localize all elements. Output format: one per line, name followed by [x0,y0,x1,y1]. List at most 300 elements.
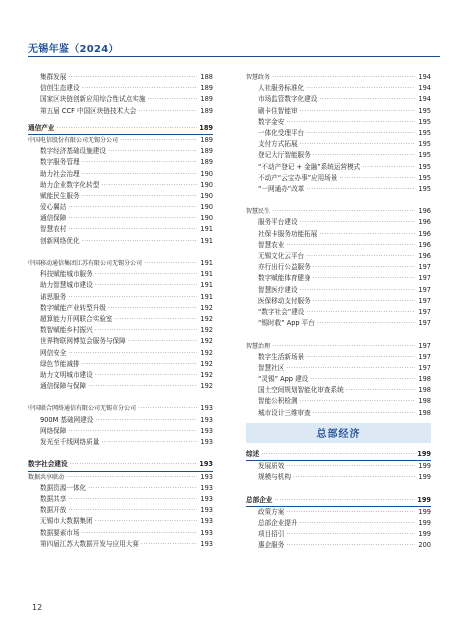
toc-entry [28,169,213,180]
toc-entry [246,472,431,483]
toc-entry [28,157,213,168]
toc-entry [28,72,213,83]
toc-entry [28,459,213,470]
dot-leader [66,472,197,483]
toc-entry-page: 195 [418,117,431,126]
toc-column-left [28,72,213,550]
section-banner: 总部经济 [246,423,431,443]
toc-entry-page: 193 [200,517,213,526]
toc-entry-title: 总部企业提升 [258,518,298,527]
toc-entry-title: 数字赋能产业转型升级 [40,303,106,312]
toc-entry [246,106,431,117]
dot-leader [261,449,415,460]
toc-entry [28,437,213,448]
dot-leader [148,94,198,105]
toc-entry [28,494,213,505]
dot-leader [362,162,415,173]
toc-entry [28,336,213,347]
toc-entry [28,370,213,381]
dot-leader [82,359,197,370]
dot-leader [286,363,415,374]
toc-group [246,352,431,419]
toc-entry [28,325,213,336]
toc-entry [246,374,431,385]
toc-entry-page: 192 [200,303,213,312]
toc-entry-title: 总部企业 [246,495,273,504]
toc-entry-page: 193 [200,415,213,424]
toc-entry [246,229,431,240]
toc-entry [28,359,213,370]
dot-leader [300,518,415,529]
toc-entry-page: 197 [418,263,431,272]
toc-entry-page: 198 [418,408,431,417]
toc-entry-title: 世界物联网博览会服务与保障 [40,337,126,346]
toc-entry-page: 193 [200,494,213,503]
toc-entry-title: 医保移动支付服务 [258,296,311,305]
toc-entry-page: 197 [418,352,431,361]
toc-entry-page: 193 [200,404,213,413]
toc-group [28,415,213,449]
toc-entry-title: 助力智慧城市建设 [40,281,93,290]
toc-entry [246,307,431,318]
dot-leader [82,236,197,247]
header-rule [28,56,440,57]
dot-leader [306,251,415,262]
toc-entry-page: 193 [200,472,213,481]
toc-entry-page: 191 [200,259,213,267]
toc-entry-title: 爱心翼站 [40,203,67,212]
dot-leader [138,403,197,414]
toc-entry-page: 199 [418,462,431,470]
toc-entry-title: 科技赋能城市服务 [40,270,93,279]
toc-entry-page: 196 [418,229,431,238]
dot-leader [319,229,415,240]
toc-entry-title: 网络保障 [40,426,67,435]
toc-entry [246,318,431,329]
toc-entry-page: 192 [200,359,213,368]
dot-leader [319,94,415,105]
toc-entry-title: 惠企服务 [258,541,285,550]
toc-column-right [246,72,431,552]
toc-entry [246,251,431,262]
toc-entry-title: 无锡文化云平台 [258,252,305,260]
dot-leader [272,72,415,83]
dot-leader [95,415,197,426]
toc-entry-title: “不动产登记 + 金融”系统运营模式 [258,162,361,171]
toc-entry-title: 网信安全 [40,348,67,357]
toc-entry-page: 195 [418,151,431,160]
toc-entry-title: “数字社会”建设 [258,307,305,316]
toc-entry [246,206,431,217]
dot-leader [128,336,197,347]
toc-entry-page: 188 [200,73,213,81]
toc-entry [246,217,431,228]
toc-entry-page: 199 [418,530,431,539]
dot-leader [144,258,197,269]
toc-entry [28,224,213,235]
toc-entry-page: 193 [200,528,213,537]
toc-entry-title: 助力文明城市建设 [40,370,93,379]
toc-entry-title: 智能公积检测 [258,397,298,406]
toc-entry-page: 199 [418,507,431,516]
toc-entry [246,529,431,540]
toc-entry-page: 190 [200,203,213,212]
toc-entry-page: 194 [418,73,431,81]
toc-entry-page: 195 [418,106,431,115]
dot-leader [108,146,197,157]
toc-entry-page: 199 [417,449,431,458]
dot-leader [339,173,415,184]
dot-leader [346,385,415,396]
toc-entry-page: 196 [418,218,431,227]
toc-entry-page: 196 [418,252,431,260]
toc-entry-title: 助力社会治理 [40,169,80,178]
dot-leader [95,280,197,291]
dot-leader [68,292,197,303]
dot-leader [95,370,197,381]
toc-entry-title: 数智赋能乡村振兴 [40,326,93,335]
toc-entry [28,528,213,539]
toc-entry [246,184,431,195]
toc-entry [246,128,431,139]
toc-entry-page: 193 [200,438,213,446]
toc-entry-page: 191 [200,292,213,301]
dot-leader [108,303,197,314]
toc-entry-title: 国家区块链创新应用综合性试点实施 [40,95,146,104]
dot-leader [95,516,197,527]
toc-entry [246,72,431,83]
toc-entry [246,363,431,374]
dot-leader [286,540,415,551]
toc-entry [28,94,213,105]
dot-leader [286,529,415,540]
toc-entry-title: 项目招引 [258,530,285,539]
toc-group [246,507,431,552]
toc-entry [246,352,431,363]
toc-entry [28,303,213,314]
toc-entry [28,236,213,247]
dot-leader [313,273,415,284]
toc-entry-title: 绿色节能减排 [40,359,80,368]
toc-entry [246,495,431,506]
toc-entry [246,240,431,251]
toc-entry-page: 192 [200,314,213,323]
toc-entry [246,408,431,419]
toc-entry-page: 190 [200,180,213,189]
toc-entry-title: “锡时救” App 平台 [258,319,315,328]
toc-entry-title: 数字服务管理 [40,158,80,167]
toc-entry [28,505,213,516]
toc-entry-page: 199 [418,518,431,527]
toc-entry-page: 196 [418,207,431,216]
toc-entry-title: 助力企业数字化转型 [40,180,100,189]
toc-entry [246,150,431,161]
dot-leader [68,348,197,359]
toc-entry-page: 189 [200,135,213,144]
toc-group [28,472,213,483]
toc-entry [246,173,431,184]
toc-entry [28,180,213,191]
toc-entry-title: 集群发展 [40,73,67,81]
dot-leader [300,139,415,150]
toc-entry [28,280,213,291]
dot-leader [306,128,415,139]
toc-entry-page: 192 [200,382,213,391]
toc-entry [28,539,213,550]
toc-group [28,269,213,392]
dot-leader [120,135,197,146]
toc-entry-title: 数据资源一体化 [40,483,87,492]
dot-leader [306,83,415,94]
toc-entry-title: 数字金安 [258,117,285,126]
toc-entry-title: 规模与机构 [258,473,291,482]
toc-entry-page: 191 [200,270,213,279]
toc-entry-title: 中国电信股份有限公司无锡分公司 [28,136,119,144]
toc-entry-title: 中国移动通信集团江苏有限公司无锡分公司 [28,260,143,267]
toc-entry-page: 197 [418,363,431,372]
dot-leader [313,150,415,161]
toc-entry-title: 发展质效 [258,462,285,470]
toc-entry-title: 通信产业 [28,123,55,132]
dot-leader [313,262,415,273]
toc-entry-page: 197 [418,285,431,294]
toc-group [246,83,431,195]
toc-entry [28,202,213,213]
toc-group [28,146,213,247]
dot-leader [68,72,197,83]
toc-entry-page: 192 [200,370,213,379]
toc-entry [246,94,431,105]
toc-group [28,403,213,414]
toc-entry-title: 社保卡服务功能拓展 [258,229,318,238]
toc-entry-title: 发光至千线网络质量 [40,438,100,446]
toc-entry [246,285,431,296]
dot-leader [88,483,197,494]
toc-entry-title: 通信保障 [40,214,67,223]
toc-entry-page: 190 [200,214,213,223]
toc-entry-page: 189 [200,84,213,93]
toc-entry [28,292,213,303]
toc-entry [246,540,431,551]
toc-entry [246,262,431,273]
toc-entry-title: 信创生态建设 [40,84,80,93]
toc-entry-title: 智慧农村 [40,225,67,234]
toc-entry-title: “灵锡” App 建设 [258,375,309,384]
toc-entry [246,396,431,407]
dot-leader [70,459,197,470]
toc-entry-page: 191 [200,281,213,290]
toc-entry [246,162,431,173]
toc-entry-page: 190 [200,191,213,200]
dot-leader [310,374,415,385]
toc-entry [28,106,213,117]
dot-leader [82,157,197,168]
toc-entry-title: 亦行出行公益服务 [258,263,311,272]
toc-entry-page: 192 [200,326,213,335]
dot-leader [115,314,197,325]
toc-entry-page: 195 [418,162,431,171]
toc-entry-title: 第五届 CCF 中国区块链技术大会 [40,106,137,115]
page-number: 12 [32,603,43,612]
dot-leader [293,472,415,483]
dot-leader [82,528,197,539]
toc-entry [28,213,213,224]
toc-entry-page: 193 [200,506,213,515]
toc-entry-title: 城市设计三维审查 [258,408,311,417]
toc-group [28,258,213,269]
toc-entry-page: 192 [200,337,213,346]
toc-entry [28,426,213,437]
dot-leader [141,539,197,550]
toc-entry-title: 智慧农业 [258,240,285,249]
dot-leader [286,117,415,128]
toc-entry [246,507,431,518]
toc-entry [246,139,431,150]
toc-entry [28,258,213,269]
toc-entry-page: 194 [418,95,431,104]
toc-entry-title: 数据共享联动 [28,473,65,481]
dot-leader [68,224,197,235]
dot-leader [82,191,197,202]
toc-entry-title: 通信保障与保障 [40,382,87,391]
toc-entry [246,461,431,472]
toc-group [28,135,213,146]
toc-entry-title: 创新网络优化 [40,236,80,245]
toc-entry [246,385,431,396]
toc-entry-title: 诺思服务 [40,292,67,301]
dot-leader [300,396,415,407]
dot-leader [272,206,415,217]
toc-entry-title: 刷卡住智能审 [258,106,298,115]
dot-leader [56,123,197,134]
toc-entry [28,146,213,157]
toc-entry-title: 智慧治理 [246,342,271,350]
toc-entry-page: 200 [418,541,431,550]
toc-entry-page: 195 [418,173,431,182]
toc-entry [28,191,213,202]
toc-entry-page: 198 [418,386,431,395]
toc-entry-page: 198 [418,397,431,406]
toc-entry-page: 195 [418,140,431,149]
toc-entry-title: 数据要素市场 [40,528,80,537]
dot-leader [68,426,197,437]
toc-group [28,483,213,550]
dot-leader [82,83,197,94]
toc-entry-page: 189 [200,158,213,167]
toc-entry [246,273,431,284]
toc-group [246,495,431,507]
toc-entry-title: 不动产“云宝办事”应用场景 [258,173,338,182]
toc-entry-title: 政策方案 [258,507,285,516]
dot-leader [300,217,415,228]
dot-leader [95,325,197,336]
toc-entry [28,269,213,280]
toc-entry-title: 国土空间规划智能化审查系统 [258,386,344,395]
toc-entry [28,403,213,414]
dot-leader [286,240,415,251]
toc-group [246,461,431,483]
toc-entry-title: 数字社会建设 [28,460,68,469]
dot-leader [313,296,415,307]
toc-entry [28,516,213,527]
toc-entry-page: 189 [200,106,213,115]
toc-entry-page: 189 [200,95,213,104]
toc-entry-title: 智慧社区 [258,363,285,372]
toc-entry [28,483,213,494]
toc-entry-title: 赋能民生服务 [40,191,80,200]
toc-entry-title: 服务平台建设 [258,218,298,227]
toc-entry [246,449,431,460]
toc-entry-page: 193 [200,539,213,548]
toc-entry-page: 197 [418,296,431,305]
dot-leader [286,507,415,518]
toc-entry [28,83,213,94]
dot-leader [68,494,197,505]
toc-entry-page: 196 [418,240,431,249]
toc-entry-title: 第四届江苏大数据开发与应用大赛 [40,539,139,548]
toc-entry [246,83,431,94]
dot-leader [306,184,415,195]
toc-group [28,123,213,135]
toc-group [246,449,431,461]
toc-entry-page: 195 [418,184,431,193]
toc-entry-page: 199 [418,473,431,482]
toc-entry-title: 支付方式拓展 [258,140,298,149]
toc-group [246,72,431,83]
toc-entry-page: 193 [200,426,213,435]
toc-entry-page: 193 [200,483,213,492]
toc-entry-title: 智慧医疗建设 [258,285,298,294]
toc-entry-title: 智慧民生 [246,208,271,216]
toc-entry [28,348,213,359]
dot-leader [95,269,197,280]
toc-group [28,72,213,117]
running-header: 无锡年鉴（2024） [28,44,119,55]
toc-entry-page: 192 [200,348,213,357]
toc-entry-title: 人社服务标准化 [258,84,305,93]
toc-entry-title: “一网通办”改革 [258,184,305,193]
toc-entry-title: 数字生活新场景 [258,352,305,361]
dot-leader [274,495,415,506]
dot-leader [272,341,415,352]
toc-entry-page: 191 [200,225,213,234]
toc-entry-page: 189 [199,123,213,132]
toc-entry-title: 无锡市大数据集团 [40,517,93,526]
toc-entry-page: 198 [418,375,431,384]
toc-entry-page: 191 [200,236,213,245]
toc-entry [246,296,431,307]
toc-entry-title: 综述 [246,449,260,458]
toc-entry-page: 197 [418,274,431,283]
dot-leader [68,213,197,224]
dot-leader [101,180,197,191]
toc-entry [28,314,213,325]
toc-entry-page: 199 [417,495,431,504]
toc-entry [28,381,213,392]
toc-group [246,341,431,352]
toc-entry [246,341,431,352]
toc-entry-page: 197 [418,307,431,316]
toc-entry-title: 登记大厅智能服务 [258,151,311,160]
toc-entry-page: 195 [418,128,431,137]
dot-leader [313,408,415,419]
toc-group [28,459,213,471]
toc-entry-title: 数据共享 [40,494,67,503]
toc-entry [28,123,213,134]
toc-entry-title: 数据开放 [40,506,67,515]
dot-leader [300,106,415,117]
toc-entry-page: 197 [418,341,431,350]
